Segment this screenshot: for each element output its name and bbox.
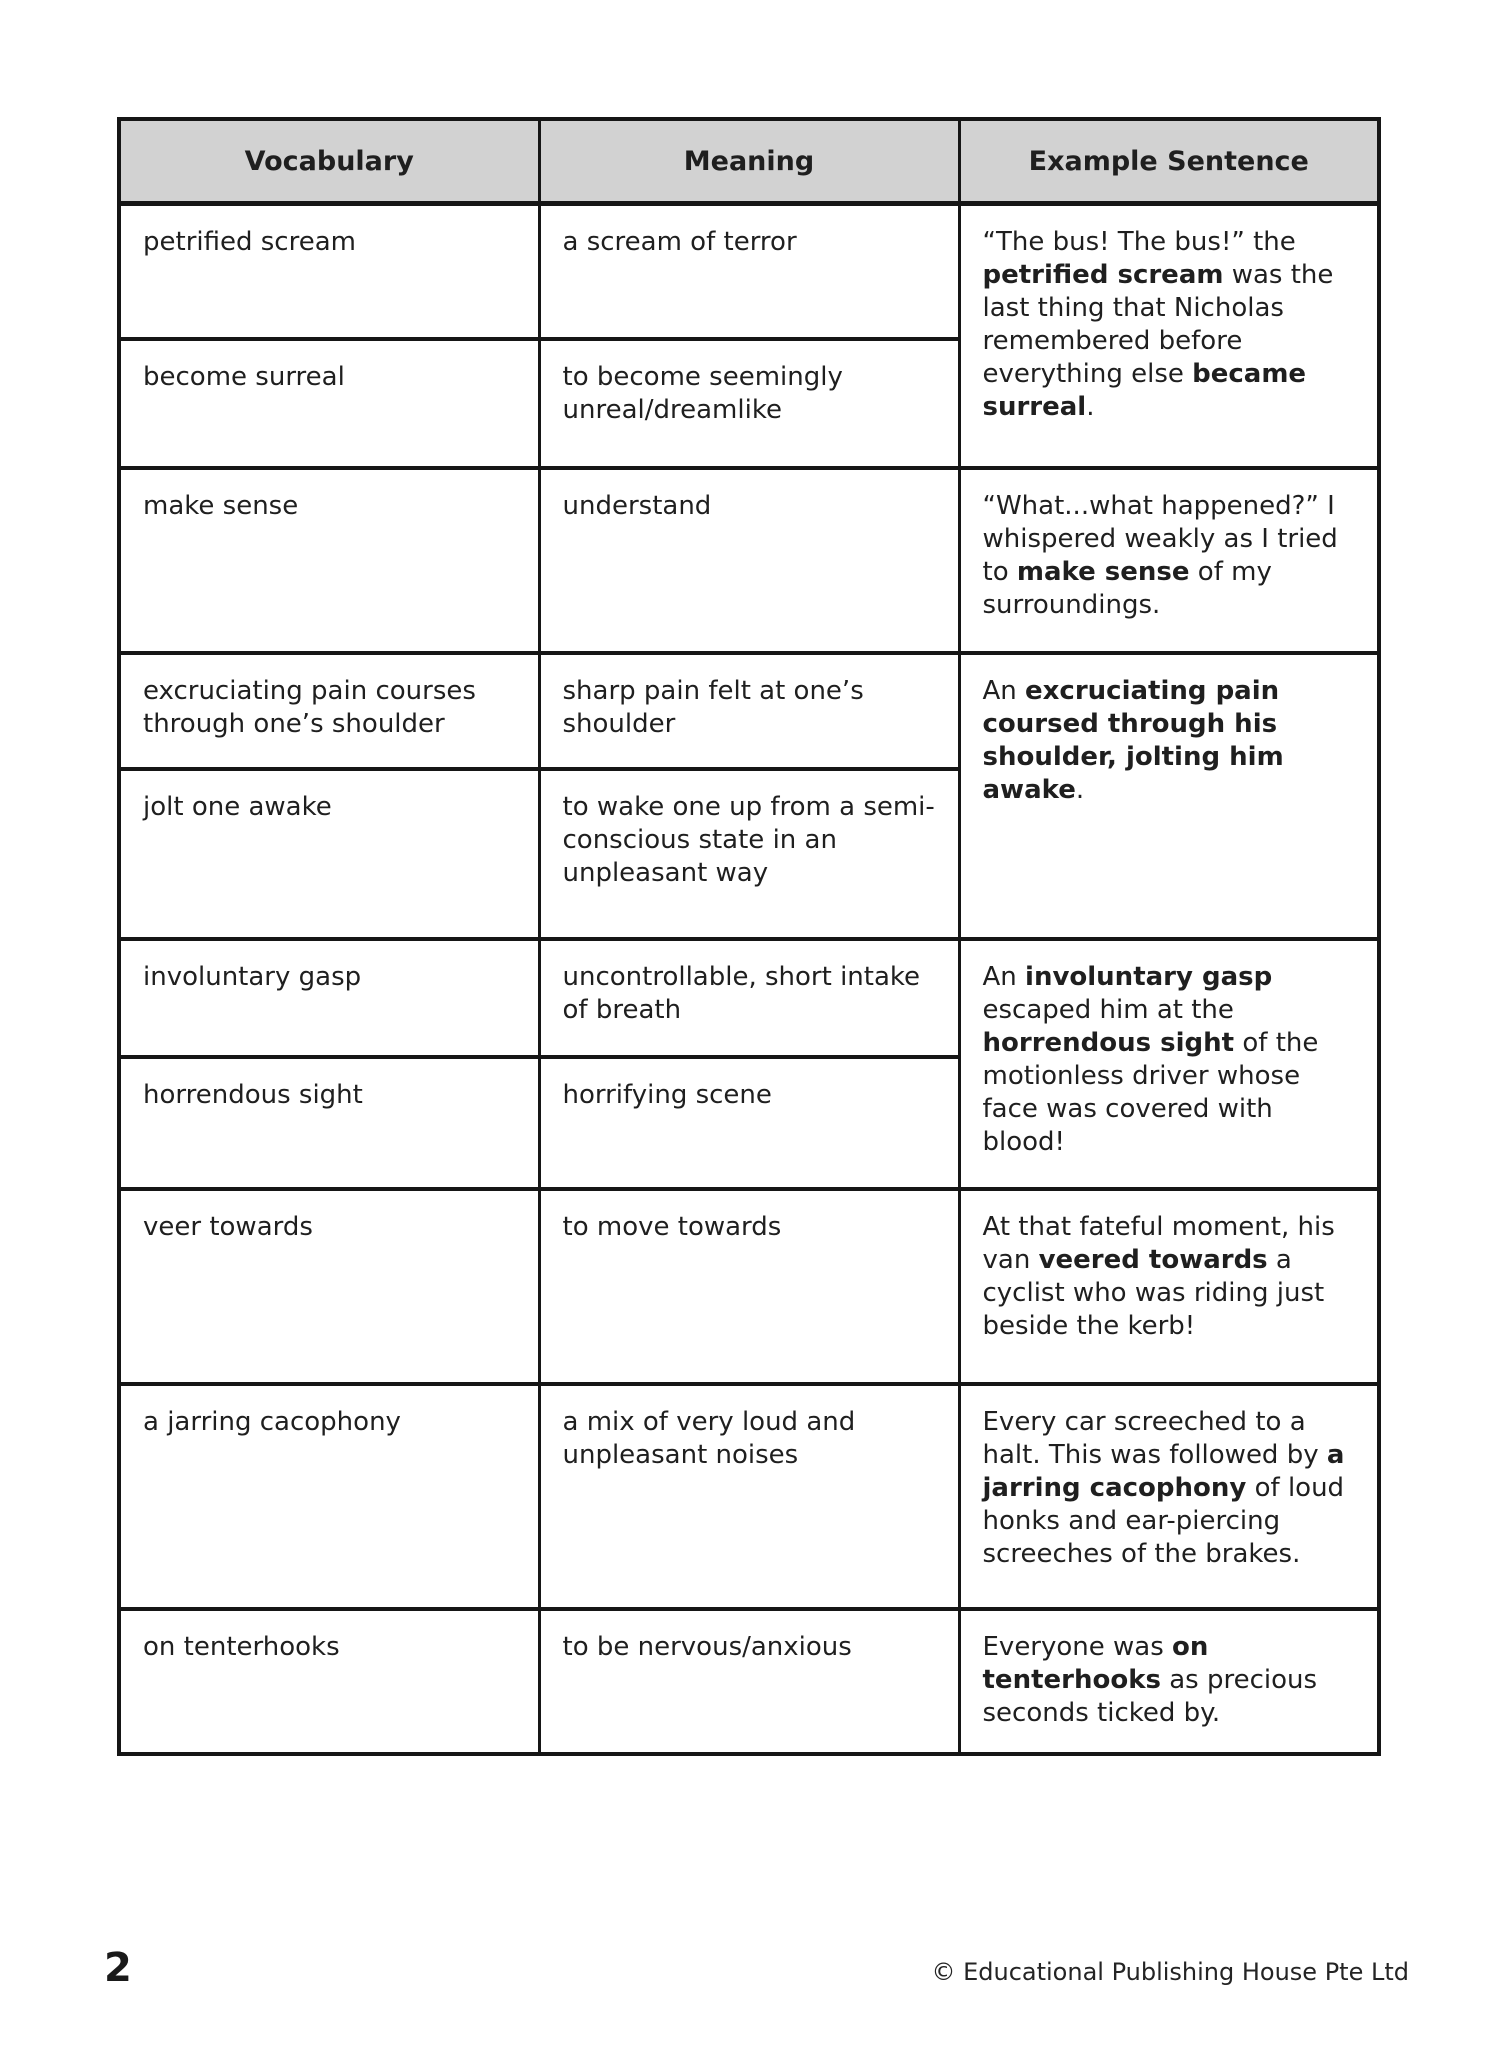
example-text: An [982,675,1026,706]
meaning-cell: a scream of terror [539,204,959,339]
header-row [119,119,1379,204]
meaning-cell: a mix of very loud and unpleasant noises [539,1384,959,1609]
example-bold-text: horrendous sight [982,1027,1235,1058]
example-cell [959,1609,1379,1754]
example-text: Everyone was [982,1631,1173,1662]
example-cell [959,1384,1379,1609]
example-cell [959,204,1379,468]
example-bold-text: make sense [1016,556,1190,587]
example-text: An [982,961,1026,992]
vocab-cell: make sense [119,468,539,653]
example-text: as precious seconds ticked by. [982,1664,1318,1728]
col-header-meaning: Meaning [539,119,959,204]
table-row [119,939,1379,1057]
example-cell [959,939,1379,1189]
copyright-notice: © Educational Publishing House Pte Ltd [931,1958,1409,1986]
example-bold-text: petrified scream [982,260,1224,290]
example-bold-text: a jarring cacophony [982,1439,1345,1503]
meaning-cell: to wake one up from a semi-conscious state in an unpleasant way [539,769,959,939]
vocab-cell: jolt one awake [119,769,539,939]
table-row [119,1609,1379,1754]
example-text: Every car screeched to a halt. This was followed by [982,1406,1327,1470]
example-text: a cyclist who was riding just beside the kerb! [982,1244,1325,1341]
table-row [119,204,1379,339]
example-text: “The bus! The bus!” the [982,227,1296,257]
vocab-cell: on tenterhooks [119,1609,539,1754]
meaning-cell: understand [539,468,959,653]
table-row [119,1384,1379,1609]
meaning-cell: to be nervous/anxious [539,1609,959,1754]
vocab-cell: horrendous sight [119,1057,539,1189]
meaning-cell: sharp pain felt at one’s shoulder [539,653,959,769]
vocab-cell: involuntary gasp [119,939,539,1057]
example-cell [959,468,1379,653]
example-text: of loud honks and ear-piercing screeches of the brakes. [982,1472,1345,1569]
example-cell [959,1189,1379,1384]
page-number: 2 [104,1945,132,1991]
example-cell [959,653,1379,939]
meaning-cell: to move towards [539,1189,959,1384]
example-text: “What...what happened?” I whispered weakly as I tried to [982,490,1338,587]
table-row [119,653,1379,769]
example-text: was the last thing that Nicholas remembered before everything else [982,260,1334,389]
vocab-cell: a jarring cacophony [119,1384,539,1609]
example-text: . [1086,392,1095,422]
example-text: . [1075,774,1085,805]
example-bold-text: became surreal [982,359,1307,422]
example-text: of my surroundings. [982,556,1272,620]
col-header-vocabulary: Vocabulary [119,119,539,204]
meaning-cell: uncontrollable, short intake of breath [539,939,959,1057]
example-bold-text: on tenterhooks [982,1631,1209,1695]
vocabulary-table [117,117,1381,1756]
vocab-cell: become surreal [119,339,539,468]
col-header-example-sentence: Example Sentence [959,119,1379,204]
vocab-cell: veer towards [119,1189,539,1384]
vocab-cell: petrified scream [119,204,539,339]
example-text: escaped him at the [982,994,1234,1025]
table-row [119,468,1379,653]
example-text: At that fateful moment, his van [982,1211,1335,1275]
meaning-cell: to become seemingly unreal/dreamlike [539,339,959,468]
example-bold-text: veered towards [1038,1244,1268,1275]
meaning-cell: horrifying scene [539,1057,959,1189]
table-row [119,1189,1379,1384]
example-text: of the motionless driver whose face was covered with blood! [982,1027,1319,1157]
example-bold-text: involuntary gasp [1025,961,1273,992]
example-bold-text: excruciating pain coursed through his shoulder, jolting him awake [982,675,1284,805]
vocab-cell: excruciating pain courses through one’s shoulder [119,653,539,769]
